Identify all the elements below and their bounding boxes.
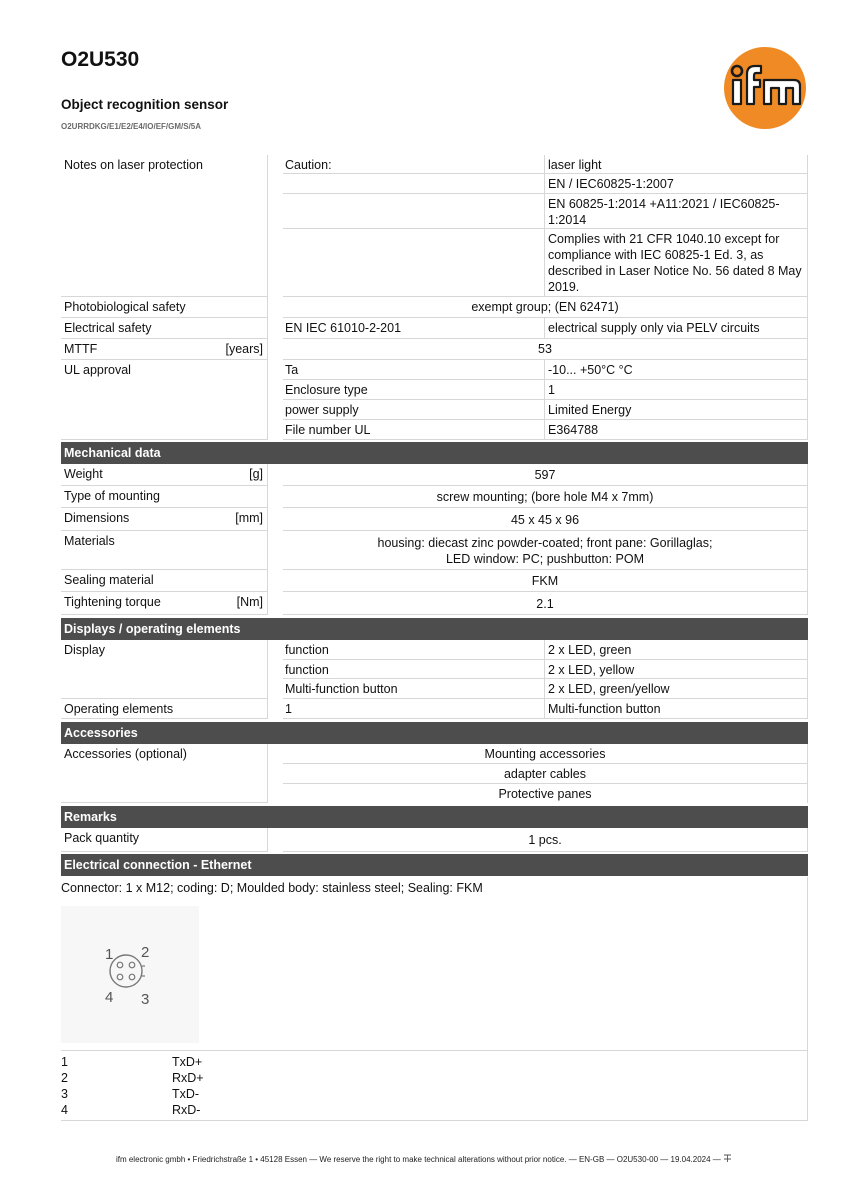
ul-subrow — [61, 380, 808, 400]
ul-key: power supply — [285, 403, 359, 417]
operating-label: Operating elements — [64, 702, 174, 716]
operating-key: 1 — [285, 702, 292, 716]
electrical-safety-label: Electrical safety — [64, 321, 152, 335]
mttf-unit: [years] — [225, 342, 263, 356]
ul-subrow — [61, 400, 808, 420]
mechanical-value: FKM — [531, 574, 559, 588]
ul-value: Limited Energy — [548, 403, 632, 417]
mechanical-unit: [Nm] — [236, 595, 263, 609]
display-key: function — [285, 643, 329, 657]
photobiological-value: exempt group; (EN 62471) — [471, 300, 619, 314]
pin-number: 4 — [61, 1103, 68, 1117]
ul-key: File number UL — [285, 423, 371, 437]
footer-text: ifm electronic gmbh • Friedrichstraße 1 • 45128 Essen — We reserve the right to make technical alterations without prior notice. — EN-GB — O2U530-00 — 19.04.2024 — — [115, 1155, 721, 1164]
mechanical-unit: [g] — [249, 467, 263, 481]
laser-value-1: laser light — [548, 158, 602, 172]
product-name: Object recognition sensor — [61, 97, 229, 112]
accessory-item-text: Protective panes — [498, 787, 592, 801]
mechanical-unit: [mm] — [235, 511, 263, 525]
product-code: O2U530 — [61, 48, 140, 71]
mechanical-value: 45 x 45 x 96 — [510, 513, 580, 527]
ifm-logo — [723, 46, 807, 130]
display-value: 2 x LED, green/yellow — [548, 682, 670, 696]
mechanical-label: Materials — [64, 534, 115, 548]
operating-row — [61, 699, 808, 719]
electrical-safety-key: EN IEC 61010-2-201 — [285, 321, 402, 335]
electrical-safety-value: electrical supply only via PELV circuits — [548, 321, 760, 335]
pin-label: 2 — [141, 944, 150, 961]
pack-quantity-label: Pack quantity — [64, 831, 140, 845]
pin-number: 3 — [61, 1087, 68, 1101]
laser-subrow — [61, 229, 808, 297]
laser-subrow — [61, 155, 808, 174]
pin-number: 2 — [61, 1071, 68, 1085]
mechanical-label: Tightening torque — [64, 595, 161, 609]
pack-quantity-row — [61, 828, 808, 852]
display-subrow — [61, 640, 808, 660]
display-value: 2 x LED, green — [548, 643, 632, 657]
section-header-remarks: Remarks — [61, 806, 808, 828]
laser-label: Notes on laser protection — [64, 158, 203, 172]
mechanical-row — [61, 508, 808, 531]
operating-value: Multi-function button — [548, 702, 661, 716]
accessories-label: Accessories (optional) — [64, 747, 187, 761]
pin-signal: TxD- — [172, 1087, 200, 1101]
mttf-label: MTTF — [64, 342, 98, 356]
mechanical-label: Dimensions — [64, 511, 130, 525]
mechanical-row — [61, 486, 808, 508]
accessory-item — [61, 764, 808, 784]
ul-subrow — [61, 420, 808, 440]
laser-subrow — [61, 194, 808, 229]
laser-subrow — [61, 174, 808, 194]
accessory-item — [61, 744, 808, 764]
pin-signal: RxD+ — [172, 1071, 204, 1085]
ul-key: Enclosure type — [285, 383, 368, 397]
photobiological-label: Photobiological safety — [64, 300, 186, 314]
display-label: Display — [64, 643, 105, 657]
accessory-item — [61, 784, 808, 803]
connector-diagram — [61, 906, 199, 1043]
display-key: function — [285, 663, 329, 677]
ul-value: 1 — [548, 383, 555, 397]
mttf-value: 53 — [538, 342, 552, 356]
section-header-accessories: Accessories — [61, 722, 808, 744]
mechanical-value: screw mounting; (bore hole M4 x 7mm) — [436, 490, 654, 504]
mechanical-row — [61, 531, 808, 570]
mechanical-row — [61, 570, 808, 592]
pin-signal: TxD+ — [172, 1055, 203, 1069]
display-key: Multi-function button — [285, 682, 398, 696]
pin-number: 1 — [61, 1055, 68, 1069]
mechanical-row — [61, 592, 808, 615]
laser-value-4: Complies with 21 CFR 1040.10 except for compliance with IEC 60825-1 Ed. 3, as described in Laser Notice No. 56 dated 8 May 2019. — [548, 232, 802, 294]
display-subrow — [61, 679, 808, 699]
pin-label: 1 — [105, 946, 114, 963]
pin-signal: RxD- — [172, 1103, 201, 1117]
accessory-item-text: Mounting accessories — [484, 747, 606, 761]
mechanical-value: 597 — [534, 468, 556, 482]
laser-value-3: EN 60825-1:2014 +A11:2021 / IEC60825-1:2014 — [548, 197, 780, 227]
display-subrow — [61, 660, 808, 679]
ul-subrow — [61, 360, 808, 380]
product-variant: O2URRDKG/E1/E2/E4/IO/EF/GM/S/5A — [61, 122, 202, 131]
section-header-mechanical: Mechanical data — [61, 442, 808, 464]
laser-key: Caution: — [285, 158, 332, 172]
mechanical-label: Type of mounting — [64, 489, 160, 503]
mechanical-value: housing: diecast zinc powder-coated; front pane: Gorillaglas; LED window: PC; pushbutton: POM — [377, 536, 713, 566]
ul-value: -10... +50°C °C — [548, 363, 633, 377]
display-value: 2 x LED, yellow — [548, 663, 635, 677]
mechanical-label: Weight — [64, 467, 103, 481]
section-header-displays: Displays / operating elements — [61, 618, 808, 640]
pin-label: 4 — [105, 989, 114, 1006]
electrical-safety-row — [61, 318, 808, 339]
ul-label: UL approval — [64, 363, 131, 377]
section-header-connection: Electrical connection - Ethernet — [61, 854, 808, 876]
mechanical-value: 2.1 — [536, 597, 554, 611]
mechanical-row — [61, 464, 808, 486]
mechanical-label: Sealing material — [64, 573, 154, 587]
photobiological-row — [61, 297, 808, 318]
mttf-row — [61, 339, 808, 360]
pack-quantity-value: 1 pcs. — [528, 833, 562, 847]
connection-description: Connector: 1 x M12; coding: D; Moulded body: stainless steel; Sealing: FKM — [61, 881, 483, 895]
laser-value-2: EN / IEC60825-1:2007 — [548, 177, 674, 191]
m12-connector-icon — [61, 906, 199, 1043]
page-footer — [0, 1154, 848, 1164]
accessory-item-text: adapter cables — [503, 767, 586, 781]
pin-label: 3 — [141, 991, 150, 1008]
ul-value: E364788 — [548, 423, 599, 437]
ul-key: Ta — [285, 363, 299, 377]
document-icon — [723, 1154, 732, 1163]
